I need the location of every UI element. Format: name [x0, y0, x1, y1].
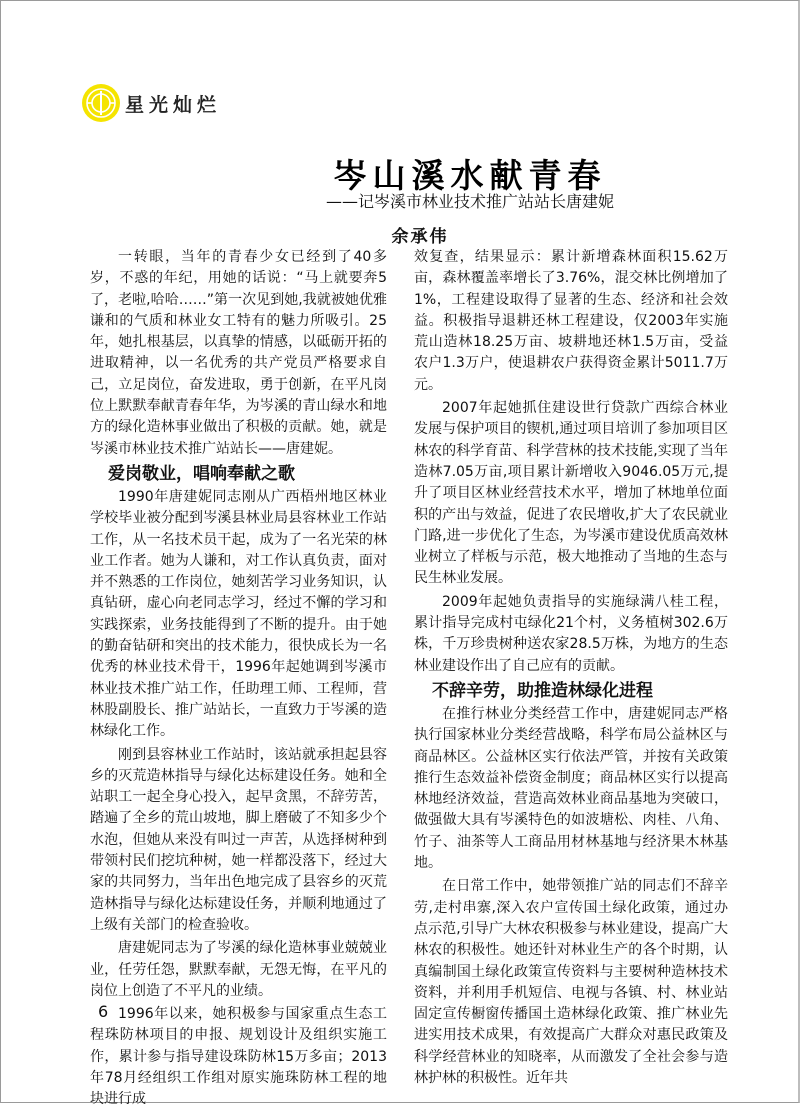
paragraph: 在日常工作中，她带领推广站的同志们不辞辛劳,走村串寨,深入农户宣传国土绿化政策，通过办点示范,引导广大林农积极参与林业建设，提高广大林农的积极性。她还针对林业生产的各个时期，认真编制国土绿化政策宣传资料与主要树种造林技术资料，并利用手机短信、电视与各镇、村、林业站固定宣传橱窗传播国土造林绿化政策、推广林业先进实用技术成果，有效提高广大群众对惠民政策及科学经营林业的知晓率，从而激发了全社会参与造林护林的积极性。近年共 [414, 878, 728, 1086]
article-author: 余承伟 [391, 227, 449, 247]
magazine-logo-icon [81, 83, 121, 123]
paragraph: 2009年起她负责指导的实施绿满八桂工程，累计指导完成村屯绿化21个村，义务植树302.6万株，千万珍贵树种送农家28.5万株，为地方的生态林业建设作出了自己应有的贡献。 [414, 593, 728, 674]
paragraph: 刚到县容林业工作站时，该站就承担起县容乡的灭荒造林指导与绿化达标建设任务。她和全站职工一起全身心投入，起早贪黑，不辞劳苦，踏遍了全乡的荒山坡地，脚上磨破了不知多少个水泡，但她从来没有叫过一声苦，从选择树种到带领村民们挖坑种树，她一样都没落下，经过大家的共同努力，当年出色地完成了县容乡的灭荒造林指导与绿化达标建设任务，并顺利地通过了上级有关部门的检查验收。 [90, 746, 387, 933]
page-number: 6 [98, 1002, 109, 1021]
paragraph: 1990年唐建妮同志刚从广西梧州地区林业学校毕业被分配到岑溪县林业局县容林业工作站工作，从一名技术员干起，成为了一名光荣的林业工作者。她为人谦和，对工作认真负责，面对并不熟悉的工作岗位，她刻苦学习业务知识，认真钻研，虚心向老同志学习，经过不懈的学习和实践探索，业务技能得到了不断的提升。由于她的勤奋钻研和突出的技术能力，很快成长为一名优秀的林业技术骨干，1996年起她调到岑溪市林业技术推广站工作，任助理工师、工程师，营林股副股长、推广站站长，一直致力于岑溪的造林绿化工作。 [90, 488, 387, 740]
right-column [414, 247, 728, 1091]
paragraph: 一转眼，当年的青春少女已经到了40多岁，不惑的年纪，用她的话说：“马上就要奔5了，老啦,哈哈……”第一次见到她,我就被她优雅谦和的气质和林业女工特有的魅力所吸引。25年，她扎根基层，以真挚的情感，以砥砺开拓的进取精神，以一名优秀的共产党员严格要求自己，立足岗位，奋发进取，勇于创新，在平凡岗位上默默奉献青春年华，为岑溪的青山绿水和地方的绿化造林事业做出了积极的贡献。她，就是岑溪市林业技术推广站站长——唐建妮。 [90, 249, 387, 457]
left-column [90, 247, 387, 1113]
paragraph: 效复查，结果显示：累计新增森林面积15.62万亩，森林覆盖率增长了3.76%，混交林比例增加了1%，工程建设取得了显著的生态、经济和社会效益。积极指导退耕还林工程建设，仅2003年实施荒山造林18.25万亩、坡耕地还林1.5万亩，受益农户1.3万户，使退耕农户获得资金累计5011.7万元。 [414, 249, 728, 393]
article-subtitle: ——记岑溪市林业技术推广站站长唐建妮 [325, 192, 614, 211]
section-heading: 爱岗敬业，唱响奉献之歌 [108, 463, 295, 484]
article-title: 岑山溪水献青春 [333, 156, 607, 195]
paragraph: 1996年以来，她积极参与国家重点生态工程珠防林项目的申报、规划设计及组织实施工作，累计参与指导建设珠防林15万多亩；2013年78月经组织工作组对原实施珠防林工程的地块进行成 [90, 1006, 387, 1108]
section-name: 星光灿烂 [125, 94, 222, 116]
paragraph: 在推行林业分类经营工作中，唐建妮同志严格执行国家林业分类经营战略，科学布局公益林区与商品林区。公益林区实行依法严管，并按有关政策推行生态效益补偿资金制度；商品林区实行以提高林地经济效益，营造高效林业商品基地为突破口，做强做大具有岑溪特色的如波塘松、肉桂、八角、竹子、油茶等人工商品用材林基地与经济果木林基地。 [414, 705, 728, 872]
paragraph: 唐建妮同志为了岑溪的绿化造林事业兢兢业业，任劳任怨，默默奉献，无怨无悔，在平凡的岗位上创造了不平凡的业绩。 [90, 940, 387, 999]
paragraph: 2007年起她抓住建设世行贷款广西综合林业发展与保护项目的锲机,通过项目培训了参加项目区林农的科学育苗、科学营林的技术技能,实现了当年造林7.05万亩,项目累计新增收入9046.05万元,提升了项目区林业经营技术水平，增加了林地单位面积的产出与效益，促进了农民增收,扩大了农民就业门路,进一步优化了生态，为岑溪市建设优质高效林业树立了样板与示范，极大地推动了当地的生态与民生林业发展。 [414, 400, 728, 587]
section-heading: 不辞辛劳，助推造林绿化进程 [432, 680, 653, 701]
